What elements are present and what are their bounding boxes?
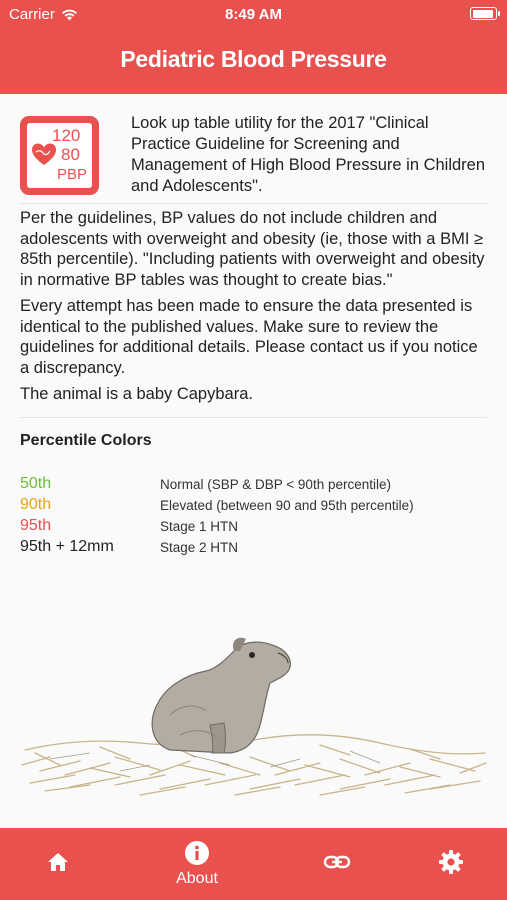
legend-key: 95th [20, 517, 52, 534]
carrier-label: Carrier [9, 6, 55, 23]
home-icon [46, 850, 70, 874]
logo-initials: PBP [57, 166, 88, 183]
tab-about-label: About [176, 870, 218, 887]
tab-about[interactable] [167, 828, 227, 900]
tab-bar [0, 828, 507, 900]
gear-icon [438, 849, 464, 875]
straw-bed [22, 735, 486, 795]
legend-desc: Stage 2 HTN [160, 539, 239, 555]
legend-row-normal [20, 474, 487, 495]
app-header [0, 0, 507, 94]
legend-desc: Elevated (between 90 and 95th percentile) [160, 497, 414, 513]
capybara-illustration [20, 625, 487, 805]
divider [20, 203, 487, 204]
logo-systolic: 120 [52, 126, 81, 145]
link-icon [323, 850, 351, 874]
app-logo [20, 116, 99, 195]
legend-key: 90th [20, 496, 52, 513]
legend-desc: Stage 1 HTN [160, 518, 239, 534]
status-bar [0, 0, 507, 28]
tab-links[interactable] [322, 828, 352, 900]
animal-paragraph: The animal is a baby Capybara. [20, 385, 253, 403]
battery-icon [470, 7, 497, 20]
tab-settings[interactable] [436, 828, 466, 900]
percentile-legend [20, 474, 487, 558]
intro-text: Look up table utility for the 2017 "Clinical Practice Guideline for Screening and Management of High Blood Pressure in Children and Adolescents". [131, 114, 486, 195]
guideline-paragraph: Per the guidelines, BP values do not include children and adolescents with overweight and obesity (ie, those with a BMI ≥ 85th percentile). "Including patients with overweight and obesity in normative BP tables was thought to create bias." [20, 209, 485, 289]
status-time: 8:49 AM [225, 6, 282, 23]
legend-row-elevated [20, 495, 487, 516]
accuracy-paragraph: Every attempt has been made to ensure the data presented is identical to the published values. Make sure to review the guidelines for additional details. Please contact us if you notice a discrepancy. [20, 297, 478, 377]
tab-home[interactable] [40, 828, 76, 900]
legend-key: 95th + 12mm [20, 538, 114, 555]
capybara [152, 638, 290, 753]
legend-title: Percentile Colors [20, 431, 152, 449]
info-icon [184, 840, 210, 866]
legend-row-stage1 [20, 516, 487, 537]
intro-section [20, 113, 487, 203]
legend-key: 50th [20, 475, 52, 492]
legend-row-stage2 [20, 537, 487, 558]
about-content [20, 113, 487, 558]
logo-diastolic: 80 [61, 145, 80, 164]
divider [20, 417, 487, 418]
page-title: Pediatric Blood Pressure [120, 46, 387, 72]
legend-desc: Normal (SBP & DBP < 90th percentile) [160, 476, 391, 492]
